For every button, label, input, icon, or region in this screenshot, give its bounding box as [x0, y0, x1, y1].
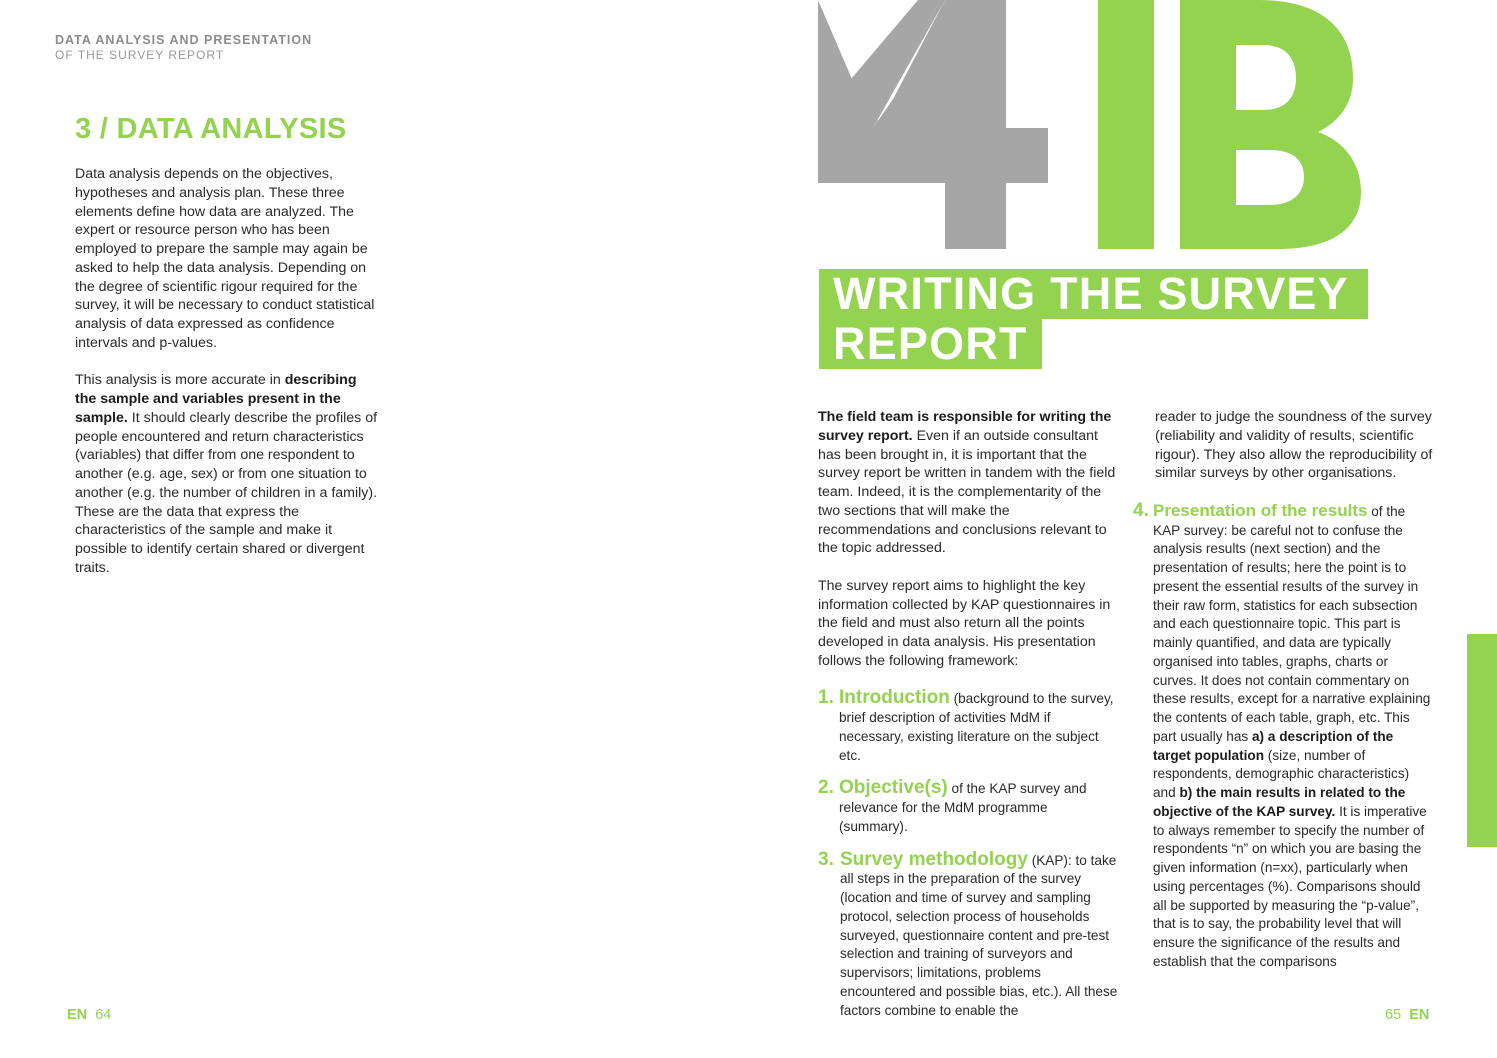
framework-item-3	[818, 848, 1118, 1021]
folio-right	[1385, 1007, 1429, 1023]
item-title: Introduction	[839, 687, 950, 709]
item-text: of the KAP survey and relevance for the MdM programme (summary).	[839, 781, 1087, 834]
running-head-line1: DATA ANALYSIS AND PRESENTATION	[55, 33, 313, 47]
left-column	[75, 165, 380, 596]
running-head	[55, 33, 312, 63]
item-text: (KAP): to take all steps in the preparation of the survey (location and time of survey and sampling protocol, selection process of households surveyed, questionnaire content and pre-test selection and training of surveyors and supervisors; limitations, problems encountered and possible bias, etc.). All these factors combine to enable the	[840, 852, 1118, 1018]
chapter-heading	[819, 269, 1368, 369]
framework-item-4: 4. Presentation of the results of the KAP survey: be careful not to confuse the analysis results (next section) and the presentation of results; here the point is to present the essential results of the survey in their raw form, statistics for each subsection and each questionnaire topic. This part is mainly quantified, and data are typically organised into tables, graphs, charts or curves. It does not contain commentary on these results, except for a narrative explaining the contents of each table, graph, etc. This part usually has a) a description of the target population (size, number of respondents, demographic characteristics) and b) the main results in related to the objective of the KAP survey. It is imperative to always remember to specify the number of respondents “n” on which you are basing the given information (n=xx), particularly when using percentages (%). Comparisons should all be supported by measuring the “p-value”, that is to say, the probability level that will ensure the significance of the results and establish that the comparisons	[1133, 499, 1431, 969]
folio-left	[67, 1007, 111, 1023]
framework-paragraph: The survey report aims to highlight the key information collected by KAP questionnaires in the field and must also return all the points developed in data analysis. His presentation follows the following framework:	[818, 577, 1111, 669]
folio-right-lang: EN	[1409, 1007, 1430, 1023]
folio-right-page: 65	[1385, 1007, 1402, 1023]
framework-item-2	[818, 779, 1118, 836]
item-text: (background to the survey, brief description of activities MdM if necessary, existing literature on the subject etc.	[839, 691, 1114, 763]
running-head-line2: OF THE SURVEY REPORT	[55, 48, 225, 62]
item-number: 2.	[818, 777, 834, 799]
item-number: 4.	[1133, 499, 1149, 521]
chapter-numeral-b	[1098, 0, 1361, 249]
right-column-2	[1133, 408, 1433, 986]
item-title: Presentation of the results	[1153, 500, 1368, 520]
section-title: 3 / DATA ANALYSIS	[75, 113, 347, 145]
left-paragraph-1: Data analysis depends on the objectives, hypotheses and analysis plan. These three elements define how data are analyzed. The expert or resource person who has been employed to prepare the sample may again be asked to help the data analysis. Depending on the degree of scientific rigour required for the survey, it will be necessary to conduct statistical analysis of data expressed as confidence intervals and p-values.	[75, 166, 375, 351]
folio-left-lang: EN	[67, 1007, 88, 1023]
chapter-number-graphic	[818, 0, 1378, 255]
chapter-heading-line1: WRITING THE SURVEY	[819, 269, 1368, 319]
item-number: 1.	[818, 687, 834, 709]
right-column-1	[818, 408, 1118, 1034]
item-number: 3.	[818, 848, 834, 870]
left-paragraph-2: This analysis is more accurate in describing the sample and variables present in the sample. It should clearly describe the profiles of people encountered and return characteristics (variables) that differ from one respondent to another (e.g. age, sex) or from one situation to another (e.g. the number of children in a family). These are the data that express the characteristics of the sample and make it possible to identify certain shared or divergent traits.	[75, 372, 378, 576]
side-tab	[1467, 634, 1497, 847]
chapter-heading-line2: REPORT	[819, 319, 1042, 369]
methodology-continuation: reader to judge the soundness of the survey (reliability and validity of results, scientific rigour). They also allow the reproducibility of similar surveys by other organisations.	[1155, 409, 1433, 482]
folio-left-page: 64	[95, 1007, 112, 1023]
framework-item-1	[818, 689, 1118, 765]
item-title: Objective(s)	[839, 777, 948, 799]
intro-paragraph: The field team is responsible for writing the survey report. Even if an outside consultant has been brought in, it is important that the survey report be written in tandem with the field team. Indeed, it is the complementarity of the two sections that will make the recommendations and conclusions relevant to the topic addressed.	[818, 409, 1116, 557]
item-title: Survey methodology	[840, 848, 1028, 870]
